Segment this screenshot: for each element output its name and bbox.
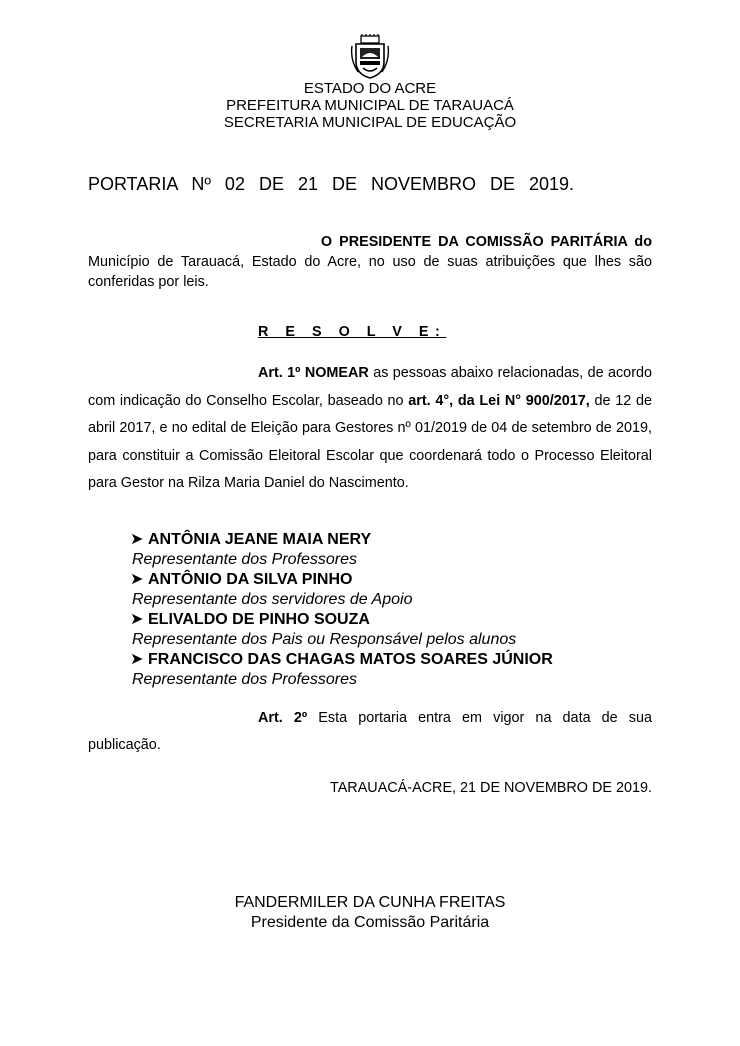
intro-text: Município de Tarauacá, Estado do Acre, no uso de suas atribuições que lhes são conferidas por leis. xyxy=(88,254,652,290)
list-item xyxy=(130,610,553,650)
member-role: Representante dos Pais ou Responsável pelos alunos xyxy=(132,631,517,648)
header-prefecture: PREFEITURA MUNICIPAL DE TARAUACÁ xyxy=(226,97,514,114)
place-date: TARAUACÁ-ACRE, 21 DE NOVEMBRO DE 2019. xyxy=(329,780,652,796)
signature-block xyxy=(0,893,740,933)
member-name: ANTÔNIO DA SILVA PINHO xyxy=(148,571,353,588)
document-title: PORTARIA Nº 02 DE 21 DE NOVEMBRO DE 2019. xyxy=(88,174,575,194)
signer-title: Presidente da Comissão Paritária xyxy=(250,914,490,931)
article-1 xyxy=(88,360,652,498)
intro-bold: O PRESIDENTE DA COMISSÃO PARITÁRIA do xyxy=(320,234,652,250)
member-name: FRANCISCO DAS CHAGAS MATOS SOARES JÚNIOR xyxy=(148,651,553,668)
arrow-bullet-icon: ➤ xyxy=(130,651,144,668)
arrow-bullet-icon: ➤ xyxy=(130,611,144,628)
member-role: Representante dos Professores xyxy=(132,551,358,568)
members-list xyxy=(130,530,553,690)
art1-text2: de 12 de abril 2017, e no edital de Eleição para Gestores nº 01/2019 de 04 de setembro de 2019, para constituir a Comissão Eleitoral Escolar que coordenará todo o Processo Eleitoral para Gestor na Rilza Maria Daniel do Nascimento. xyxy=(88,392,653,491)
art1-label: Art. 1º NOMEAR xyxy=(258,365,369,381)
intro-paragraph xyxy=(88,232,652,292)
art1-text1: as pessoas abaixo relacionadas, de acordo com indicação do Conselho Escolar, baseado no xyxy=(88,365,652,409)
arrow-bullet-icon: ➤ xyxy=(130,571,144,588)
member-role: Representante dos servidores de Apoio xyxy=(132,591,413,608)
member-name: ELIVALDO DE PINHO SOUZA xyxy=(148,611,370,628)
resolve-heading: R E S O L V E: xyxy=(258,324,447,340)
art1-law: art. 4°, da Lei N° 900/2017, xyxy=(408,392,590,409)
header-state: ESTADO DO ACRE xyxy=(303,80,437,97)
list-item xyxy=(130,530,553,570)
member-name: ANTÔNIA JEANE MAIA NERY xyxy=(148,531,372,548)
header-secretariat: SECRETARIA MUNICIPAL DE EDUCAÇÃO xyxy=(223,114,517,131)
member-role: Representante dos Professores xyxy=(132,671,358,688)
list-item xyxy=(130,570,553,610)
article-2 xyxy=(88,705,652,759)
municipal-crest-icon xyxy=(350,34,390,80)
art2-text: Esta portaria entra em vigor na data de sua publicação. xyxy=(88,710,653,753)
arrow-bullet-icon: ➤ xyxy=(130,531,144,548)
art2-label: Art. 2º xyxy=(258,710,308,726)
list-item xyxy=(130,650,553,690)
signer-name: FANDERMILER DA CUNHA FREITAS xyxy=(234,894,506,911)
